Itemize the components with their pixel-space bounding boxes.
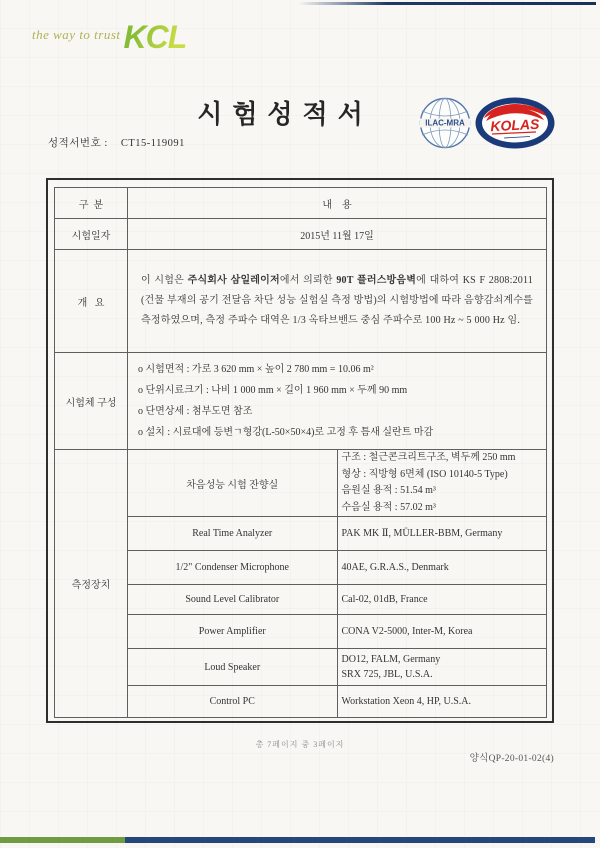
- svg-text:KOLAS: KOLAS: [489, 115, 540, 135]
- device-desc-line: 구조 : 철근콘크리트구조, 벽두께 250 mm: [341, 452, 516, 463]
- footer-form-number: 양식QP-20-01-02(4): [469, 754, 554, 764]
- device-name: 1/2" Condenser Microphone: [128, 551, 338, 585]
- brand-tagline: the way to trust: [32, 27, 121, 42]
- device-desc: 40AE, G.R.A.S., Denmark: [337, 551, 547, 585]
- report-number-label: 성적서번호 :: [48, 138, 108, 149]
- report-table: [54, 187, 547, 718]
- device-desc: PAK MK Ⅱ, MÜLLER-BBM, Germany: [337, 517, 547, 551]
- test-date-row: [55, 219, 547, 250]
- kcl-logo-icon: [32, 19, 187, 55]
- overview-label: 개 요: [55, 250, 128, 353]
- device-desc: [337, 450, 547, 517]
- bottom-bar-navy-segment: [125, 837, 595, 843]
- test-date-label: 시험일자: [55, 219, 128, 250]
- device-name: Loud Speaker: [128, 649, 338, 686]
- overview-row: [55, 250, 547, 353]
- ilac-mra-logo-icon: [419, 97, 471, 149]
- svg-text:ILAC-MRA: ILAC-MRA: [425, 118, 465, 128]
- report-table-frame: [46, 178, 554, 723]
- overview-seg5: 에 대하여 KS F 2808:2011 (건물 부재의 공기 전달음 차단 성능 실험실 측정 방법)의 시험방법에 따라 음향감쇠계수를 측정하였으며, 측정 주파수 대역은 1/3 옥타브밴드 중심 주파수로 100 Hz ~ 5 000 Hz 임.: [141, 275, 534, 326]
- report-number-value: CT15-119091: [120, 138, 185, 149]
- specimen-row: [55, 353, 547, 450]
- bottom-bar-green-segment: [0, 837, 125, 843]
- device-row-speaker: [55, 649, 547, 686]
- page-title: 시험성적서: [197, 99, 373, 129]
- specimen-label: 시험체 구성: [55, 353, 128, 450]
- device-name: Real Time Analyzer: [128, 517, 338, 551]
- footer-page-info: 총 7페이지 중 3페이지: [255, 740, 345, 749]
- device-row-reverberation-room: [55, 450, 547, 517]
- specimen-item: o 단면상세 : 첨부도면 참조: [138, 406, 253, 417]
- device-name: Control PC: [128, 686, 338, 718]
- device-desc-line: 수음실 용적 : 57.02 m³: [341, 501, 436, 513]
- device-desc: CONA V2-5000, Inter-M, Korea: [337, 615, 547, 649]
- device-desc: Cal-02, 01dB, France: [337, 585, 547, 615]
- devices-label: 측정장치: [55, 450, 128, 718]
- overview-seg1: 이 시험은: [141, 275, 188, 286]
- device-row-microphone: [55, 551, 547, 585]
- overview-client-bold: 주식회사 삼일레이저: [187, 275, 280, 286]
- device-desc-line: DO12, FALM, Germany: [341, 654, 441, 665]
- report-number: [48, 135, 185, 150]
- device-name: Sound Level Calibrator: [128, 585, 338, 615]
- specimen-item: o 시험면적 : 가로 3 620 mm × 높이 2 780 mm = 10.06 m²: [138, 364, 374, 375]
- device-row-control-pc: [55, 686, 547, 718]
- device-desc: Workstation Xeon 4, HP, U.S.A.: [337, 686, 547, 718]
- overview-seg3: 에서 의뢰한: [279, 275, 337, 286]
- overview-text: [128, 250, 547, 353]
- accreditation-logos: [419, 96, 556, 150]
- device-desc-line: 형상 : 직방형 6면체 (ISO 10140-5 Type): [341, 468, 508, 480]
- device-desc-line: SRX 725, JBL, U.S.A.: [341, 669, 433, 680]
- test-date-value: 2015년 11월 17일: [128, 219, 547, 250]
- device-name: 차음성능 시험 잔향실: [128, 450, 338, 517]
- specimen-item: o 설치 : 시료대에 등변ㄱ형강(L-50×50×4)로 고정 후 틈새 실란트 마감: [138, 427, 434, 438]
- header-category-cell: 구 분: [55, 188, 128, 219]
- overview-product-bold: 90T 플러스방음벽: [336, 275, 417, 286]
- kolas-logo-icon: [474, 96, 556, 150]
- brand-kcl-wordmark: KCL: [123, 19, 187, 55]
- device-row-analyzer: [55, 517, 547, 551]
- top-accent-rule: [298, 2, 596, 5]
- device-desc: [337, 649, 547, 686]
- bottom-accent-bar: [0, 837, 595, 843]
- device-desc-line: 음원실 용적 : 51.54 m³: [341, 485, 436, 496]
- table-header-row: [55, 188, 547, 219]
- specimen-items: [128, 353, 547, 450]
- specimen-item: o 단위시료크기 : 나비 1 000 mm × 길이 1 960 mm × 두께 90 mm: [138, 385, 408, 396]
- device-row-amplifier: [55, 615, 547, 649]
- device-name: Power Amplifier: [128, 615, 338, 649]
- header-content-cell: 내 용: [128, 188, 547, 219]
- device-row-calibrator: [55, 585, 547, 615]
